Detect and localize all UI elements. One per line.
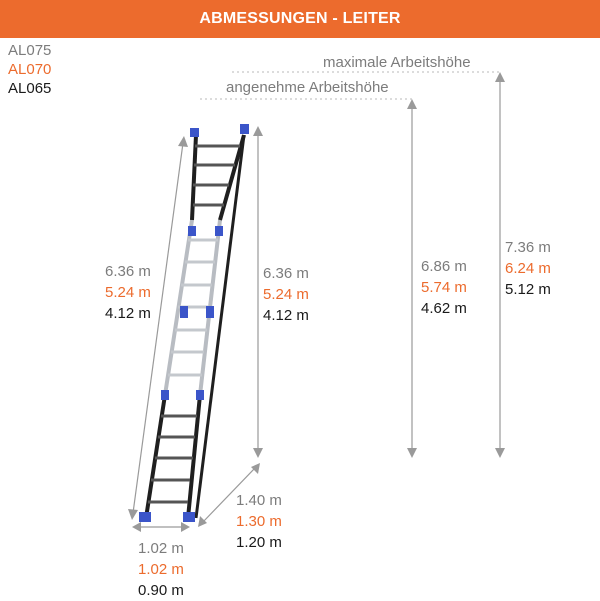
max-height-dimension-line <box>495 72 505 458</box>
base-depth-measurement: 1.40 m 1.30 m 1.20 m <box>236 492 282 551</box>
base-width-dimension-line <box>132 522 190 532</box>
max-work-height-measurement: 7.36 m 6.24 m 5.12 m <box>505 239 551 298</box>
legend-model-al070: AL070 <box>8 61 52 78</box>
comfort-height-dimension-line <box>407 99 417 458</box>
ladder-height-measurement: 6.36 m 5.24 m 4.12 m <box>263 265 309 324</box>
base-width-measurement: 1.02 m 1.02 m 0.90 m <box>138 540 184 599</box>
ladder-length-measurement: 6.36 m 5.24 m 4.12 m <box>105 263 151 322</box>
header-title: ABMESSUNGEN - LEITER <box>199 10 401 27</box>
legend-model-al065: AL065 <box>8 80 52 97</box>
ladder-height-dimension-line <box>253 126 263 458</box>
max-work-height-label: maximale Arbeitshöhe <box>323 54 471 71</box>
ladder-illustration <box>139 124 249 522</box>
comfort-work-height-label: angenehme Arbeitshöhe <box>226 79 389 96</box>
comfort-work-height-measurement: 6.86 m 5.74 m 4.62 m <box>421 258 467 317</box>
legend-model-al075: AL075 <box>8 42 52 59</box>
ladder-length-dimension-line <box>128 136 188 520</box>
